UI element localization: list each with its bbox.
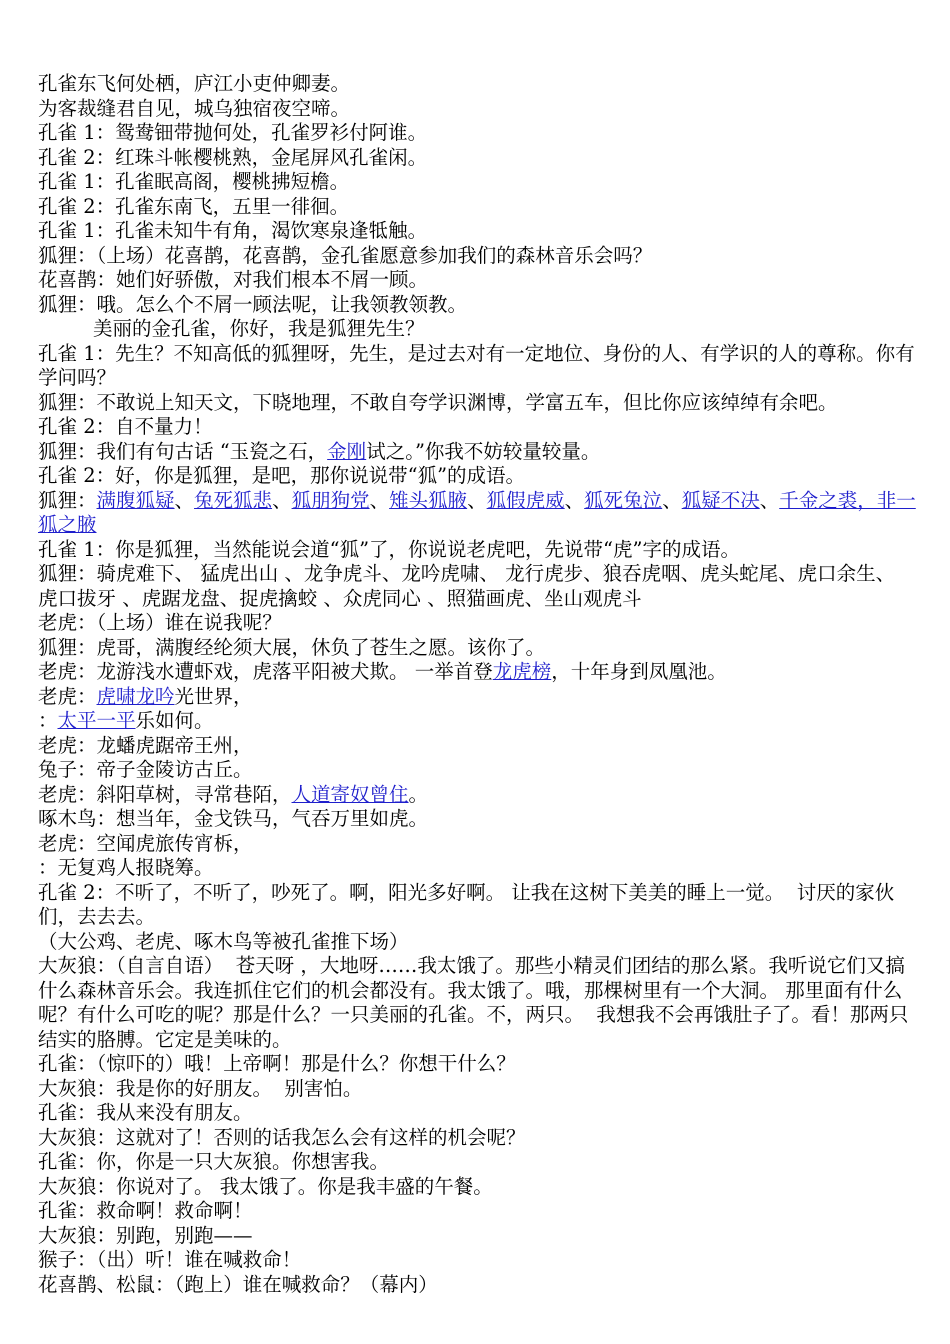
line-text: 大灰狼：（自言自语） 苍天呀 ，大地呀……我太饿了。那些小精灵们团结的那么紧。我听说它们又搞什么森林音乐会。我连抓住它们的机会都没有。我太饿了。哦，那棵树里有一个大洞。 那里面有什么呢？有什么可吃的呢？那是什么？一只美丽的孔雀。不，两只。 我想我不会再饿肚子了。看！那两只结实的胳膊。它定是美味的。: [38, 954, 909, 1051]
line-text: 、: [369, 488, 390, 512]
idiom-link[interactable]: 人道寄奴曾住: [291, 782, 409, 806]
line-text: 、: [759, 488, 780, 512]
line-text: 老虎：龙游浅水遭虾戏，虎落平阳被犬欺。 一举首登: [38, 660, 493, 683]
line-text: 孔雀东飞何处栖，庐江小吏仲卿妻。: [38, 72, 351, 95]
line-text: 孔雀：救命啊！救命啊！: [38, 1199, 253, 1222]
line-text: 大灰狼：这就对了！否则的话我怎么会有这样的机会呢？: [38, 1125, 526, 1149]
line-text: 大灰狼：我是你的好朋友。 别害怕。: [38, 1076, 363, 1100]
idiom-link[interactable]: 虎啸龙吟: [96, 684, 175, 708]
idiom-link[interactable]: 雉头狐腋: [389, 488, 468, 512]
line-text: 、: [272, 488, 292, 512]
idiom-link[interactable]: 狐死兔泣: [584, 488, 663, 512]
line-text: 老虎：龙蟠虎踞帝王州，: [38, 733, 253, 757]
line-text: 孔雀 1：孔雀眠高阁，樱桃拂短檐。: [38, 170, 350, 193]
script-line: [38, 538, 916, 563]
line-text: 兔子：帝子金陵访古丘。: [38, 758, 253, 781]
script-line: [38, 1150, 916, 1175]
script-line: [38, 930, 916, 955]
line-text: 孔雀 1：鸳鸯钿带抛何处，孔雀罗衫付阿谁。: [38, 121, 428, 144]
script-line: [38, 293, 916, 318]
script-line: [38, 660, 916, 685]
script-line: [38, 121, 916, 146]
line-text: 、: [467, 488, 487, 512]
line-text: 老虎：（上场）谁在说我呢？: [38, 611, 282, 634]
script-line: [38, 464, 916, 489]
script-line: [38, 1077, 916, 1102]
script-line: [38, 415, 916, 440]
line-text: 试之。”你我不妨较量较量。: [366, 439, 601, 463]
script-line: [38, 219, 916, 244]
line-text: 孔雀 2：好，你是狐狸，是吧，那你说说带“狐”的成语。: [38, 464, 526, 487]
idiom-link[interactable]: 金刚: [327, 439, 367, 463]
line-text: 老虎：空闻虎旅传宵柝，: [38, 831, 253, 855]
idiom-link[interactable]: 兔死狐悲: [194, 488, 273, 512]
line-text: 啄木鸟：想当年，金戈铁马，气吞万里如虎。: [38, 807, 429, 830]
script-line: [38, 391, 916, 416]
line-text: 孔雀：我从来没有朋友。: [38, 1101, 253, 1124]
script-line: [38, 97, 916, 122]
line-text: 狐狸：不敢说上知天文，下晓地理，不敢自夸学识渊博，学富五车，但比你应该绰绰有余吧。: [38, 390, 838, 414]
line-text: 大灰狼：你说对了。 我太饿了。你是我丰盛的午餐。: [38, 1174, 493, 1198]
script-line: [38, 783, 916, 808]
line-text: ，十年身到凤凰池。: [551, 660, 727, 683]
script-line: [38, 807, 916, 832]
line-text: 为客裁缝君自见，城乌独宿夜空啼。: [38, 96, 351, 120]
script-line: [38, 685, 916, 710]
idiom-link[interactable]: 太平一平: [57, 709, 136, 732]
script-line: [38, 342, 916, 391]
line-text: 猴子：（出）听！谁在喊救命！: [38, 1248, 302, 1271]
line-text: 。: [408, 782, 429, 806]
line-text: 狐狸：哦。怎么个不屑一顾法呢，让我领教领教。: [38, 292, 468, 316]
line-text: （大公鸡、老虎、啄木鸟等被孔雀推下场）: [38, 929, 409, 953]
line-text: 、: [174, 488, 195, 512]
idiom-link[interactable]: 狐假虎威: [486, 488, 565, 512]
idiom-link[interactable]: 千金之裘，非一狐之腋: [38, 488, 916, 536]
script-line: [38, 1224, 916, 1249]
line-text: 狐狸：虎哥，满腹经纶须大展，休负了苍生之愿。该你了。: [38, 635, 546, 659]
script-line: [38, 1199, 916, 1224]
script-line: [38, 489, 916, 538]
line-text: 老虎：斜阳草树，寻常巷陌，: [38, 782, 292, 806]
line-text: 狐狸：我们有句古话 “玉瓷之石，: [38, 439, 328, 463]
line-text: 美丽的金孔雀，你好，我是狐狸先生？: [93, 317, 425, 340]
idiom-link[interactable]: 狐朋狗党: [291, 488, 370, 512]
script-line: [38, 146, 916, 171]
script-line: [38, 170, 916, 195]
line-text: ：无复鸡人报晓筹。: [38, 856, 214, 879]
line-text: 孔雀 2：红珠斗帐樱桃熟，金尾屏风孔雀闲。: [38, 145, 428, 169]
script-line: [38, 1101, 916, 1126]
line-text: 孔雀 2：孔雀东南飞，五里一徘徊。: [38, 194, 350, 218]
line-text: 大灰狼：别跑，别跑——: [38, 1223, 253, 1247]
script-line: [38, 611, 916, 636]
script-line: [38, 832, 916, 857]
script-line: [38, 1126, 916, 1151]
script-line: [38, 244, 916, 269]
script-line: [38, 636, 916, 661]
script-line: [38, 881, 916, 930]
script-line: [38, 1052, 916, 1077]
line-text: 乐如何。: [135, 709, 214, 732]
script-line: [38, 1175, 916, 1200]
script-line: [38, 856, 916, 881]
line-text: 孔雀 1：你是狐狸，当然能说会道“狐”了，你说说老虎吧，先说带“虎”字的成语。: [38, 537, 740, 561]
line-text: 孔雀 1：先生？不知高低的狐狸呀，先生，是过去对有一定地位、身份的人、有学识的人的尊称。你有学问吗？: [38, 341, 915, 389]
script-line: [38, 954, 916, 1052]
line-text: ：: [38, 709, 58, 732]
script-line: [38, 72, 916, 97]
script-line: [38, 758, 916, 783]
idiom-link[interactable]: 满腹狐疑: [96, 488, 175, 512]
line-text: 光世界，: [174, 684, 253, 708]
line-text: 狐狸：: [38, 488, 97, 512]
line-text: 、: [564, 488, 585, 512]
line-text: 狐狸：骑虎难下、 猛虎出山 、龙争虎斗、龙吟虎啸、 龙行虎步、狼吞虎咽、虎头蛇尾、虎口余生、 虎口拔牙 、虎踞龙盘、捉虎擒蛟 、众虎同心 、照猫画虎、坐山观虎斗: [38, 562, 902, 610]
script-line: [38, 709, 916, 734]
script-line: [38, 1273, 916, 1298]
line-text: 孔雀 2：自不量力！: [38, 415, 213, 438]
line-text: 花喜鹊：她们好骄傲，对我们根本不屑一顾。: [38, 268, 429, 291]
line-text: 孔雀：（惊吓的）哦！上帝啊！那是什么？你想干什么？: [38, 1052, 516, 1075]
line-text: 老虎：: [38, 684, 97, 708]
idiom-link[interactable]: 狐疑不决: [681, 488, 760, 512]
script-line: [38, 195, 916, 220]
line-text: 孔雀 1：孔雀未知牛有角，渴饮寒泉逢牴触。: [38, 219, 428, 242]
script-line: [38, 440, 916, 465]
script-line: [38, 562, 916, 611]
script-line: [38, 268, 916, 293]
script-line: [38, 1248, 916, 1273]
document-body: [38, 72, 916, 1297]
line-text: 花喜鹊、松鼠：（跑上）谁在喊救命？（幕内）: [38, 1272, 438, 1296]
script-line: [38, 734, 916, 759]
line-text: 、: [662, 488, 682, 512]
line-text: 孔雀：你，你是一只大灰狼。你想害我。: [38, 1150, 390, 1173]
line-text: 狐狸：（上场）花喜鹊，花喜鹊，金孔雀愿意参加我们的森林音乐会吗？: [38, 243, 653, 267]
idiom-link[interactable]: 龙虎榜: [492, 660, 552, 683]
line-text: 孔雀 2：不听了，不听了，吵死了。啊，阳光多好啊。 让我在这树下美美的睡上一觉。 讨厌的家伙们，去去去。: [38, 880, 895, 928]
script-line: [38, 317, 916, 342]
